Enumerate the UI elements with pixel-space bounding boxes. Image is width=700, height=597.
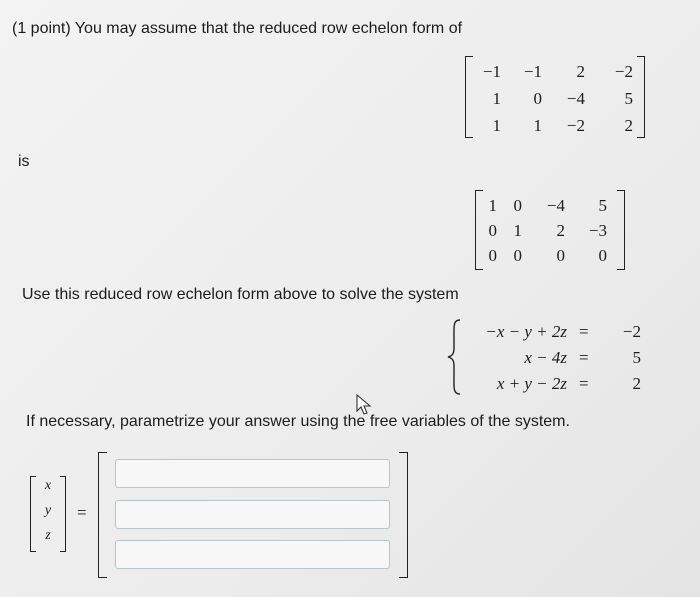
matrix-a-cell: −2 xyxy=(566,116,585,135)
matrix-a-cell: −1 xyxy=(523,62,542,81)
problem-header: (1 point) You may assume that the reduced row echelon form of xyxy=(12,20,463,37)
rref-cell: 0 xyxy=(488,221,497,240)
rref-cell: 0 xyxy=(556,246,565,265)
matrix-a-cell: 2 xyxy=(576,62,585,81)
rref-matrix xyxy=(475,190,625,270)
coefficient-matrix xyxy=(465,56,645,138)
matrix-right-bracket xyxy=(617,190,625,270)
y-answer-input[interactable] xyxy=(115,500,390,529)
matrix-left-bracket xyxy=(465,56,473,138)
rref-cell: 0 xyxy=(513,196,522,215)
matrix-a-cell: −1 xyxy=(482,62,501,81)
variable-vector xyxy=(30,476,66,552)
rref-cell: 0 xyxy=(513,246,522,265)
matrix-left-bracket xyxy=(98,452,107,578)
rref-cell: −4 xyxy=(546,196,565,215)
equation-equals: = xyxy=(579,348,589,367)
rref-cell: 1 xyxy=(513,221,522,240)
equation-equals: = xyxy=(579,374,589,393)
matrix-a-cell: 5 xyxy=(624,89,633,108)
equation-rhs: 2 xyxy=(632,374,641,393)
rref-cell: −3 xyxy=(588,221,607,240)
matrix-right-bracket xyxy=(399,452,408,578)
matrix-a-cell: 2 xyxy=(624,116,633,135)
matrix-a-cell: −2 xyxy=(614,62,633,81)
variable-z: z xyxy=(45,528,51,543)
matrix-right-bracket xyxy=(637,56,645,138)
is-label: is xyxy=(18,153,30,170)
matrix-a-cell: 0 xyxy=(533,89,542,108)
equation-system xyxy=(447,318,647,396)
equation-rhs: −2 xyxy=(622,322,641,341)
matrix-a-cell: 1 xyxy=(533,116,542,135)
matrix-left-bracket xyxy=(30,476,36,552)
matrix-a-cell: 1 xyxy=(492,116,501,135)
variable-y: y xyxy=(44,503,52,518)
matrix-a-cell: −4 xyxy=(566,89,585,108)
rref-cell: 2 xyxy=(556,221,565,240)
equation-lhs: −x − y + 2z xyxy=(485,322,567,341)
rref-cell: 1 xyxy=(488,196,497,215)
left-brace-icon xyxy=(447,318,463,396)
z-answer-input[interactable] xyxy=(115,540,390,569)
rref-cell: 5 xyxy=(598,196,607,215)
parametrize-note: If necessary, parametrize your answer using the free variables of the system. xyxy=(26,413,570,430)
equation-lhs: x + y − 2z xyxy=(496,374,567,393)
instruction-text: Use this reduced row echelon form above to solve the system xyxy=(22,286,459,303)
rref-cell: 0 xyxy=(488,246,497,265)
variable-x: x xyxy=(44,478,52,493)
matrix-right-bracket xyxy=(60,476,66,552)
x-answer-input[interactable] xyxy=(115,459,390,488)
answer-equals: = xyxy=(77,503,87,522)
rref-cell: 0 xyxy=(598,246,607,265)
equation-equals: = xyxy=(579,322,589,341)
equation-lhs: x − 4z xyxy=(524,348,567,367)
equation-rhs: 5 xyxy=(632,348,641,367)
matrix-a-cell: 1 xyxy=(492,89,501,108)
